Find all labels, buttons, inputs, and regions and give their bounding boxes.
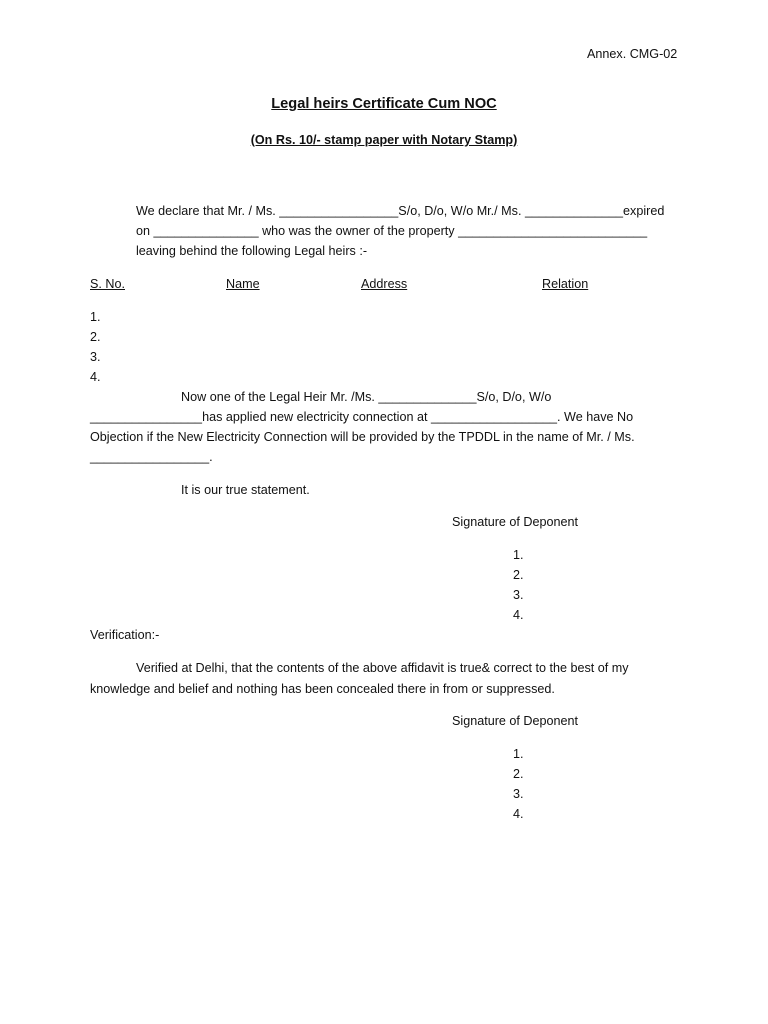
signature-list [513,746,524,826]
verification-line-1: Verified at Delhi, that the contents of the above affidavit is true& correct to the best of my [136,661,629,675]
declaration-line-3: leaving behind the following Legal heirs :- [136,244,368,258]
signature-line: 1. [513,747,524,761]
verification-line-2: knowledge and belief and nothing has been concealed there in from or suppressed. [90,682,555,696]
heir-row: 2. [90,330,101,344]
signature-line: 2. [513,767,524,781]
signature-list [513,547,524,627]
heir-rows [90,309,101,389]
true-statement: It is our true statement. [181,483,310,497]
declaration-paragraph [136,203,664,263]
heir-row: 1. [90,310,101,324]
heir-row: 3. [90,350,101,364]
application-line-1: Now one of the Legal Heir Mr. /Ms. ______________S/o, D/o, W/o [181,390,552,404]
signature-line: 4. [513,807,524,821]
signature-label: Signature of Deponent [452,515,579,529]
signature-line: 3. [513,787,524,801]
header-address: Address [361,277,408,291]
signature-line: 2. [513,568,524,582]
application-line-4: _________________. [90,450,213,464]
document-subtitle: (On Rs. 10/- stamp paper with Notary Stamp) [250,133,518,147]
header-relation: Relation [542,277,589,291]
header-name: Name [226,277,260,291]
declaration-line-1: We declare that Mr. / Ms. _________________S/o, D/o, W/o Mr./ Ms. ______________expired [136,204,665,218]
heir-row: 4. [90,370,101,384]
signature-label: Signature of Deponent [452,714,579,728]
application-line-3: Objection if the New Electricity Connection will be provided by the TPDDL in the name of Mr. / Ms. [90,430,635,444]
verification-label: Verification:- [90,628,160,642]
signature-line: 3. [513,588,524,602]
document-title: Legal heirs Certificate Cum NOC [271,96,497,112]
application-line-2: ________________has applied new electricity connection at __________________. We have No [90,410,634,424]
application-paragraph [90,389,635,469]
annex-reference: Annex. CMG-02 [587,47,678,61]
signature-line: 4. [513,608,524,622]
declaration-line-2: on _______________ who was the owner of the property ___________________________ [136,224,648,238]
signature-line: 1. [513,548,524,562]
verification-paragraph [90,660,629,702]
header-sno: S. No. [90,277,125,291]
